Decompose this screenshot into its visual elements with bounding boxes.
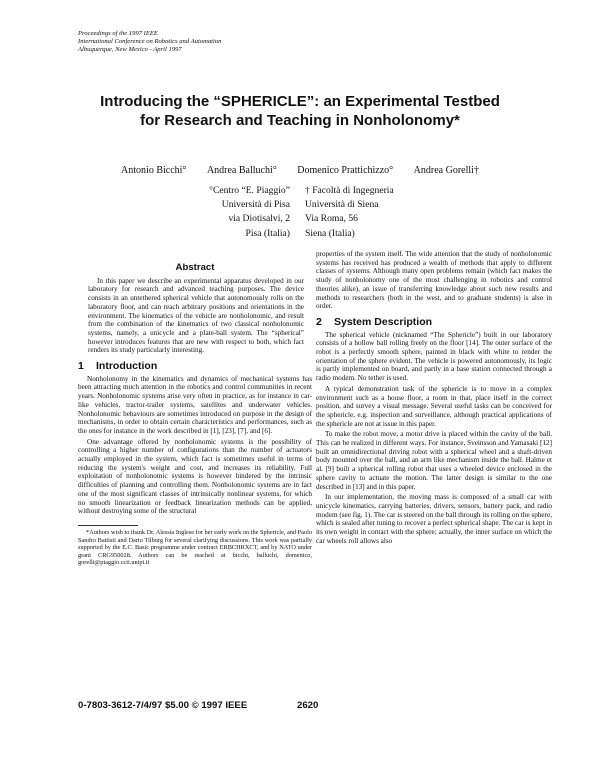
proceedings-line: Proceedings of the 1997 IEEE	[78, 30, 158, 37]
author: Antonio Bicchi°	[121, 165, 187, 176]
title-line-1: Introducing the “SPHERICLE”: an Experimental Testbed	[100, 93, 500, 110]
affiliation-right	[305, 184, 394, 241]
left-column	[78, 262, 312, 567]
section-heading-introduction	[78, 362, 312, 371]
author: Andrea Gorelli†	[413, 165, 479, 176]
paragraph: A typical demonstration task of the sphericle is to move in a complex environment such as a house floor, a room in that, place itself in the correct position, and survey a visual message. Several useful tasks can be conceived for the sphericle, e.g. inspection and surveillance, although practical applications of the sphericle are not at issue in this paper.	[316, 384, 552, 428]
paragraph: properties of the system itself. The wide attention that the study of nonholonomic systems has received has produced a wealth of methods that apply to different classes of systems. Although many open problems remain (which fact makes the study of nonholonomy one of the most challenging in robotics and control theories alike), an issue of transferring knowledge about such new results and methods to researchers (both in the west, and to graduate students) is also in order.	[316, 250, 552, 311]
author: Andrea Balluchi°	[206, 165, 277, 176]
proceedings-line: Albuquerque, New Mexico - April 1997	[78, 46, 182, 53]
section-number: 2	[316, 315, 322, 328]
title-line-2: for Research and Teaching in Nonholonomy*	[140, 112, 460, 129]
affiliation-line: † Facoltà di Ingegneria	[305, 185, 394, 196]
proceedings-header	[78, 30, 221, 54]
paragraph: To make the robot move, a motor drive is placed within the cavity of the ball. This can be realized in different ways. For instance, Sveinsson and Yamasaki [12] built an omnidirectional driving robot with a spherical wheel and a shaft-driven body mounted over the ball, and an arm like mechanism inside the ball. Halme et al. [9] built a spherical rolling robot that uses a wheeled device enclosed in the sphere cavity to actuate the motion. The latter design is similar to the one described in [13] and in this paper.	[316, 430, 552, 491]
copyright-line: 0-7803-3612-7/4/97 $5.00 © 1997 IEEE	[78, 700, 248, 711]
section-title: Introduction	[96, 360, 158, 373]
proceedings-line: International Conference on Robotics and Automation	[78, 38, 222, 45]
affiliation-left	[190, 184, 290, 241]
abstract-heading: Abstract	[175, 262, 215, 273]
affiliation-line: Università di Pisa	[221, 199, 290, 211]
right-column	[316, 250, 552, 548]
affiliation-line: Università di Siena	[305, 199, 379, 211]
section-title: System Description	[334, 315, 433, 328]
paragraph: The spherical vehicle (nicknamed “The Sphericle”) built in our laboratory consists of a hollow ball rolling freely on the floor [14]. The outer surface of the robot is a perfectly smooth sphere, painted in black with white to render the orientation of the sphere evident. The vehicle is powered autonomously, its logic is partly implemented on board, and partly in a base station connected through a radio modem. No tether is used.	[316, 330, 552, 383]
abstract-text: In this paper we describe an experimental apparatus developed in our laboratory for research and advanced teaching purposes. The device consists in an untethered spherical vehicle that autonomously rolls on the laboratory floor, and can reach arbitrary positions and orientations in the environment. The kinematics of the vehicle are nonholonomic, and result from the combination of the kinematics of two classical nonholonomic systems, namely, a unicycle and a plate-ball system. The “spherical” however introduces features that are new with respect to both, which fact renders its study particularly interesting.	[88, 276, 304, 355]
footnote-text: *Authors wish to thank Dr. Alessia Inglese for her early work on the Sphericle, and Paolo Sandro Battisti and Dario Tilburg for several clarifying discussions. This work was partially supported by the E.C. Basic programme under contract ERBCHRXCT, and by NATO under grant CRG950028. Authors can be reached at bicchi, balluchi, domenico, gorelli@piaggio.ccii.unipi.it	[78, 528, 312, 567]
affiliation-line: Via Roma, 56	[305, 213, 358, 225]
page-number: 2620	[297, 700, 319, 711]
paragraph: In our implementation, the moving mass is composed of a small car with unicycle kinematics, carrying batteries, drivers, sensors, battery pack, and radio modem (see fig. 1). The car is steered on the ball through its rolling on the sphere, which is sealed after tuning to recover a perfect spherical shape. The car is kept in its own weight in contact with the sphere; actually, the inner surface on which the car wheels roll allows also	[316, 493, 552, 545]
affiliation-line: via Diotisalvi, 2	[228, 213, 290, 225]
author-list	[0, 165, 600, 176]
paragraph: Nonholonomy in the kinematics and dynamics of mechanical systems has been attracting much attention in the robotics and control communities in recent years. Nonholonomic systems arise very often in practice, as for instance in car-like vehicles, tractor-trailer systems, satellites and underwater vehicles. Nonholonomic behaviours are sometimes introduced on purpose in the design of mechanisms, in order to obtain certain characteristics and performances, such as the ones for instance in the work described in [1], [23], [7], and [6].	[78, 374, 312, 435]
footnote	[78, 529, 312, 567]
affiliation-line: Pisa (Italia)	[245, 227, 290, 239]
paragraph: One advantage offered by nonholonomic systems is the possibility of controlling a higher number of configurations than the number of actuators actually employed in the system, which fact is sometimes useful in terms of reducing the system's weight and cost, and increases its reliability. Full exploitation of nonholonomic systems is however hindered by the intrinsic difficulties of planning and controlling them. Nonholonomic systems are in fact one of the most significant classes of intrinsically nonlinear systems, for which no smooth linearization or feedback linearization methods can be applied, without destroying some of the structural	[78, 437, 312, 516]
author: Domenico Prattichizzo°	[297, 165, 394, 176]
footnote-rule	[78, 525, 138, 526]
section-heading-system-description	[316, 315, 552, 328]
affiliation-line: °Centro “E. Piaggio”	[209, 185, 290, 196]
paper-title	[0, 92, 600, 130]
affiliation-line: Siena (Italia)	[305, 227, 355, 239]
abstract-body	[78, 277, 312, 355]
section-number: 1	[78, 360, 84, 373]
